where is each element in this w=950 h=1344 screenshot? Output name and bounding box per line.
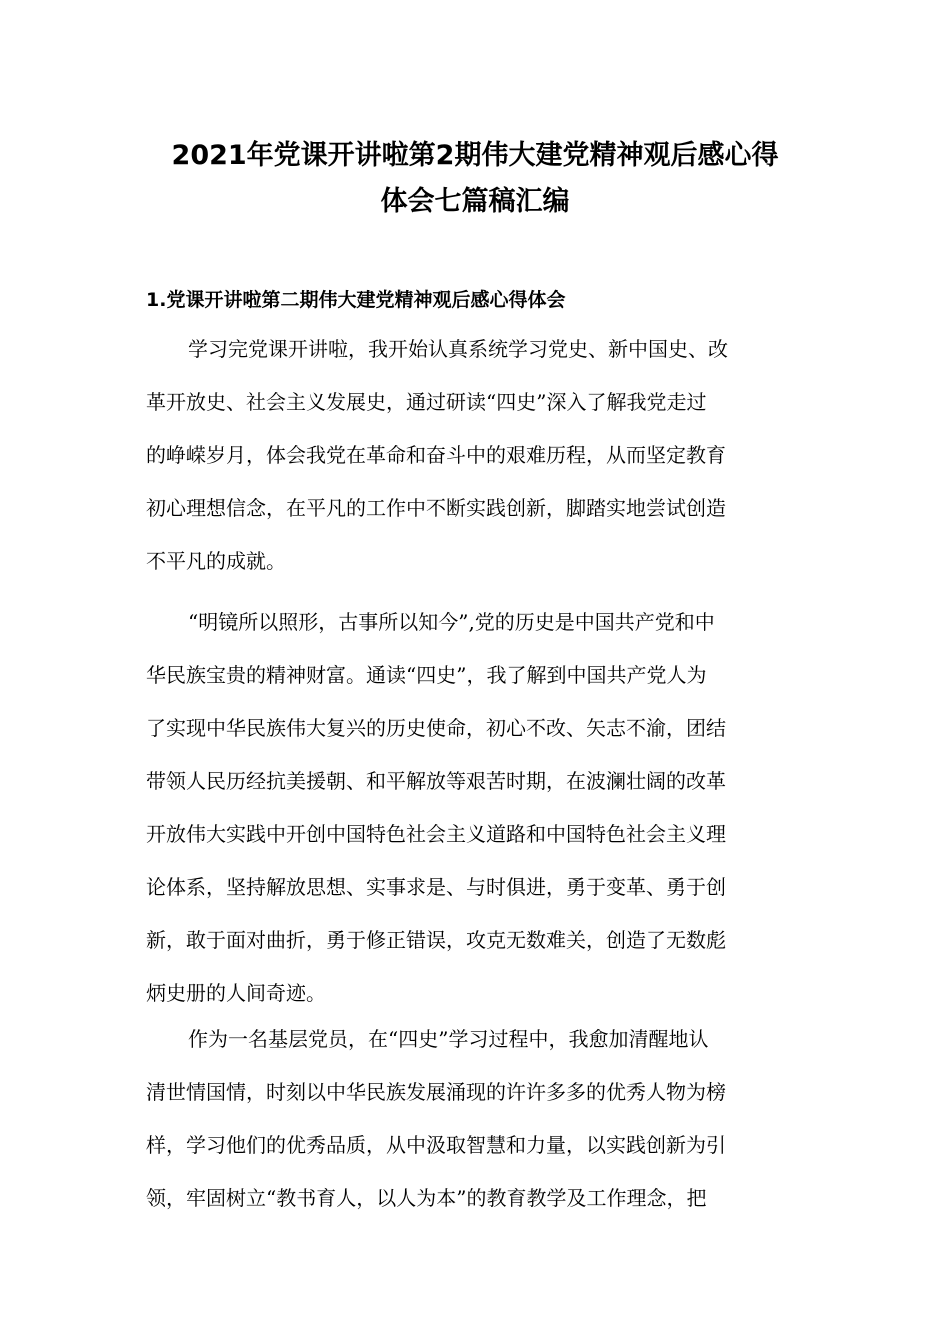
paragraph-line: 革开放史、社会主义发展史，通过研读“四史”深入了解我党走过	[146, 390, 707, 414]
paragraph-3	[146, 1013, 806, 1225]
paragraph-line: 不平凡的成就。	[146, 549, 286, 573]
paragraph-line: 了实现中华民族伟大复兴的历史使命，初心不改、矢志不渝，团结	[146, 716, 726, 740]
paragraph-2	[146, 596, 806, 1020]
paragraph-line: 样，学习他们的优秀品质，从中汲取智慧和力量，以实践创新为引	[146, 1133, 726, 1157]
paragraph-line: 新，敢于面对曲折，勇于修正错误，攻克无数难关，创造了无数彪	[146, 928, 726, 952]
paragraph-line: 初心理想信念，在平凡的工作中不断实践创新，脚踏实地尝试创造	[146, 496, 726, 520]
document-title-line-2: 体会七篇稿汇编	[380, 186, 570, 217]
paragraph-line: 的峥嵘岁月，体会我党在革命和奋斗中的艰难历程，从而坚定教育	[146, 443, 726, 467]
paragraph-line: 带领人民历经抗美援朝、和平解放等艰苦时期，在波澜壮阔的改革	[146, 769, 726, 793]
paragraph-line: 开放伟大实践中开创中国特色社会主义道路和中国特色社会主义理	[146, 822, 726, 846]
paragraph-line: 学习完党课开讲啦，我开始认真系统学习党史、新中国史、改	[188, 337, 728, 361]
section-heading: 1.党课开讲啦第二期伟大建党精神观后感心得体会	[146, 289, 566, 311]
paragraph-line: 作为一名基层党员，在“四史”学习过程中，我愈加清醒地认	[188, 1027, 709, 1051]
paragraph-1	[146, 323, 806, 588]
paragraph-line: 清世情国情，时刻以中华民族发展涌现的许许多多的优秀人物为榜	[146, 1080, 726, 1104]
paragraph-line: “明镜所以照形，古事所以知今”,党的历史是中国共产党和中	[188, 610, 715, 634]
paragraph-line: 论体系，坚持解放思想、实事求是、与时俱进，勇于变革、勇于创	[146, 875, 726, 899]
paragraph-line: 领，牢固树立“教书育人，以人为本”的教育教学及工作理念，把	[146, 1186, 707, 1210]
document-title-line-1: 2021年党课开讲啦第2期伟大建党精神观后感心得	[171, 140, 779, 171]
paragraph-line: 炳史册的人间奇迹。	[146, 981, 326, 1005]
paragraph-line: 华民族宝贵的精神财富。通读“四史”，我了解到中国共产党人为	[146, 663, 707, 687]
